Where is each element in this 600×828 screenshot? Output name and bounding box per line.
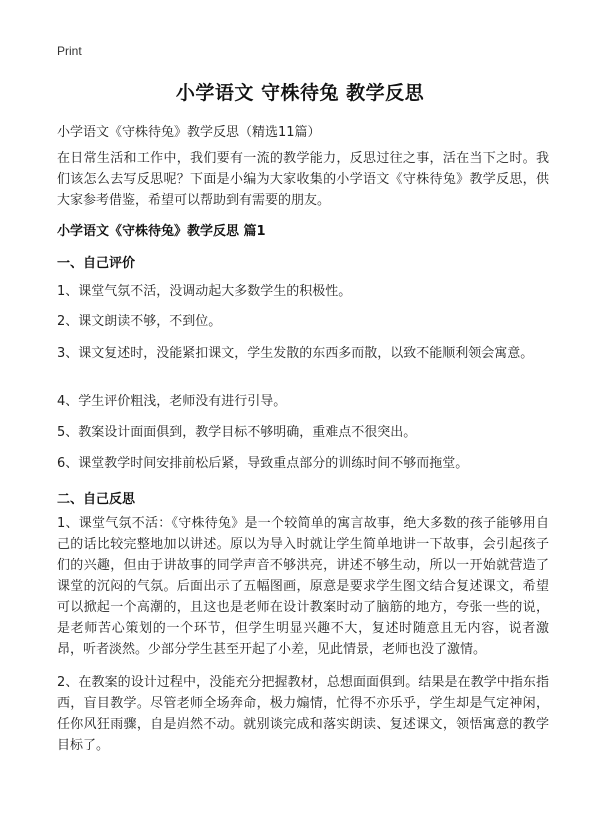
intro-paragraph: 在日常生活和工作中，我们要有一流的教学能力，反思过往之事，活在当下之时。我们该怎么去写反思呢？下面是小编为大家收集的小学语文《守株待兔》教学反思，供大家参考借鉴，希望可以帮助到有需要的朋友。	[57, 151, 549, 208]
part1-heading: 一、自己评价	[57, 256, 136, 271]
print-link[interactable]: Print	[57, 44, 82, 58]
list-item: 1、课堂气氛不活：《守株待兔》是一个较简单的寓言故事，绝大多数的孩子能够用自己的话比较完整地加以讲述。原以为导入时就让学生简单地讲一下故事，会引起孩子们的兴趣，但由于讲故事的同学声音不够洪亮，讲述不够生动，所以一开始就营造了课堂的沉闷的气氛。后面出示了五幅图画，原意是要求学生图文结合复述课文，希望可以掀起一个高潮的，且这也是老师在设计教案时动了脑筋的地方，夸张一些的说，是老师苦心策划的一个环节，但学生明显兴趣不大，复述时随意且无内容，说者激昂，听者淡然。少部分学生甚至开起了小差，见此情景，老师也没了激情。	[57, 516, 549, 657]
part2-heading: 二、自己反思	[57, 492, 136, 507]
list-item: 5、教案设计面面俱到，教学目标不够明确，重难点不很突出。	[57, 425, 417, 440]
list-item: 4、学生评价粗浅，老师没有进行引导。	[57, 394, 287, 409]
list-item: 2、课文朗读不够，不到位。	[57, 314, 222, 329]
list-item: 1、课堂气氛不活，没调动起大多数学生的积极性。	[57, 284, 352, 299]
page-title: 小学语文 守株待兔 教学反思	[175, 82, 425, 104]
list-item: 3、课文复述时，没能紧扣课文，学生发散的东西多而散，以致不能顺利领会寓意。	[57, 346, 534, 361]
list-item: 2、在教案的设计过程中，没能充分把握教材，总想面面俱到。结果是在教学中指东指西，盲目教学。尽管老师全场奔命，极力煽情，忙得不亦乐乎，学生却是气定神闲，任你风狂雨骤，自是岿然不动。就别谈完成和落实朗读、复述课文，领悟寓意的教学目标了。	[57, 675, 549, 753]
page-subtitle: 小学语文《守株待兔》教学反思（精选11篇）	[57, 125, 321, 140]
list-item: 6、课堂教学时间安排前松后紧，导致重点部分的训练时间不够而拖堂。	[57, 456, 469, 471]
section-title: 小学语文《守株待兔》教学反思 篇1	[57, 224, 266, 239]
